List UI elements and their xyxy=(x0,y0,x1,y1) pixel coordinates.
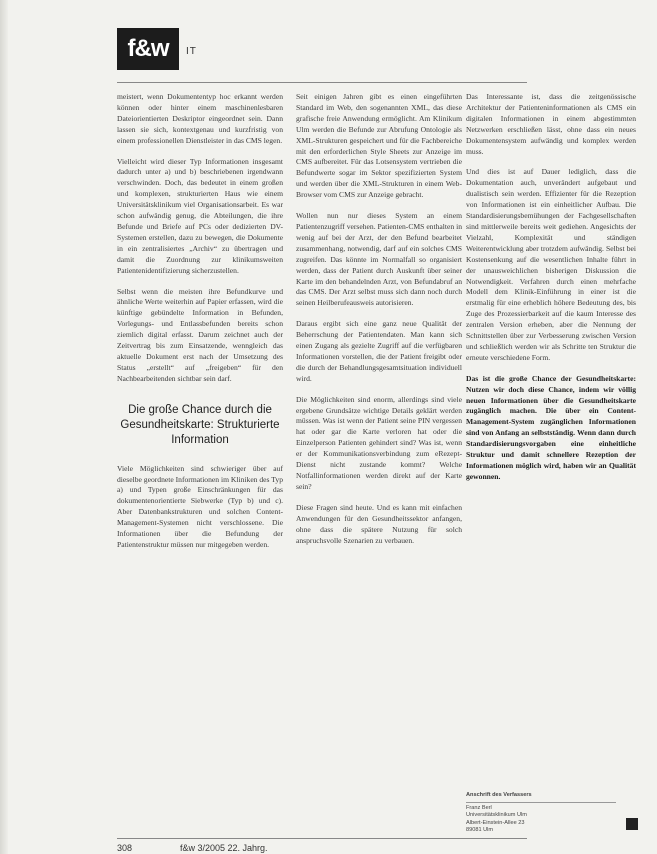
section-label: IT xyxy=(186,46,197,57)
journal-logo: f&w xyxy=(117,28,179,70)
paragraph: Vielleicht wird dieser Typ Informationen insgesamt dadurch unter a) und b) beschriebenen irgendwann verschwinden. Doch, das bedeutet in einem großen und komplexen, strukturierten Haus wie einem Universitätsklinikum viel Organisationsarbeit. Es war schon aufwändig genug, die Abteilungen, die ihre Befunde und Briefe auf PCs oder dedizierten DV-Systemen erstellen, dazu zu bewegen, die Dokumente in ein zentralisiertes „Archiv“ zu übertragen und damit die Zuordnung zur klinikumsweiten Patientenidentifizierung sicherzustellen. xyxy=(117,156,283,275)
paragraph: Wollen nun nur dieses System an einem Patientenzugriff versehen. Patienten-CMS enthalten in wenig auf bei der Arzt, der den Befund bearbeitet zusammenhang, notwendig, darf auf ein solches CMS zugreifen. Das könnte im Normalfall so organisiert werden, dass der Patient durch Auskunft über seiner Karte im den behandelnden Arzt, von Befundabruf an das CMS. Der Arzt selbst muss sich dann noch durch seinen Heilberufeausweis autorisieren. xyxy=(296,211,462,308)
header-rule xyxy=(117,82,527,83)
footer-rule xyxy=(117,838,527,839)
column-1 xyxy=(117,92,283,561)
paragraph: Die Möglichkeiten sind enorm, allerdings sind viele ergebene Grundsätze wichtige Details geklärt werden müssen. Was ist wenn der Patient seine PIN vergessen hat oder gar die Karte verloren hat oder die Einzelperson Patienten gehindert sind? Was ist, wenn er der Kommunikationsverbindung zum eRezept-Dienst nicht zustande kommt? Welche Notfallinformationen werden direkt auf der Karte sein? xyxy=(296,394,462,491)
paragraph: Und dies ist auf Dauer lediglich, dass die Dokumentation auch, unverändert aufgebaut und dualistisch sein werden. Effizienter für die Rezeption von Informationen ist ein einheitlicher Aufbau. Die Standardisierungsbemühungen der Fachgesellschaften sind mittlerweile bereits weit gediehen. Angesichts der Vielzahl, Komplexität und ständigen Weiterentwicklung aber trotzdem aufwändig. Selbst bei Kostensenkung auf die wesentlichen Inhalte führt in der unausweichlichen bisherigen Diskussion die Notwendigkeit. Verfahren durch einen mehrfache Modell dem Klinik-Einführung in einer ist die erstmalig für eine erheblich höhere Bedeutung des, bis Zuge des Prozessierbarkeit auf die kaum Interesse des zentralen Version erheben, aber die Nennung der Schnittstellen über zur Verbesserung zwischen Version und schließlich werden wir als Schritte ten Struktur die erneute verschiedene Form. xyxy=(466,167,636,362)
end-of-article-mark xyxy=(626,818,638,830)
paragraph: Selbst wenn die meisten ihre Befundkurve und ähnliche Werte weiterhin auf Papier erfassen, wird die künftige gebündelte Information in Befunden, Vorlegungs- und Entlassbefunden bereits schon ziemlich digital erfasst. Darum zeichnet auch der Zeitvertrag bis zum Einsatzende, wenngleich das aktuelle Dokument erst nach der Umsetzung des Status „erstellt“ auf „freigeben“ für den Nachbearbeitenden sichtbar sein darf. xyxy=(117,286,283,383)
author-line: 89081 Ulm xyxy=(466,827,494,834)
author-address-box xyxy=(466,792,616,835)
paragraph: Diese Fragen sind heute. Und es kann mit einfachen Anwendungen für den Gesundheitssektor anfangen, ohne dass die spätere Nutzung für solch anspruchsvolle Szenarien zu verbauen. xyxy=(296,502,462,545)
author-box-title: Anschrift des Verfassers xyxy=(466,792,616,803)
author-line: Franz Berl xyxy=(466,804,492,811)
author-line: Albert-Einstein-Allee 23 xyxy=(466,819,525,826)
paragraph: Daraus ergibt sich eine ganz neue Qualität der Beherrschung der Patientendaten. Man kann sich einen Zugang als gezielte Zugriff auf die verfügbaren Informationen vorstellen, die der Patient freigibt oder die durch der Behandlungsgesamtsituation individuell wird. xyxy=(296,319,462,383)
paragraph: Das Interessante ist, dass die zeitgenössische Architektur der Patienteninformationen als CMS ein digitalen Informationen in einem abgestimmten Netzwerken erschließen lässt, ohne dass ein neues Dokumentensystem aufwändig und komplex werden muss. xyxy=(466,92,636,156)
page-number: 308 xyxy=(117,843,133,853)
paragraph: meistert, wenn Dokumententyp hoc erkannt werden können oder hinter einem maschinenlesbaren Dateiorientierten Deskriptor eingeordnet sein. Dann lassen sie sich, kontextgenau und kurzfristig von einem professionellen Dienstleister in das CMS legen. xyxy=(117,92,283,145)
author-line: Universitätsklinikum Ulm xyxy=(466,812,527,819)
column-3 xyxy=(466,92,636,493)
paragraph: Seit einigen Jahren gibt es einen eingeführten Standard im Web, den sogenannten XML, das diese grafische freie Anwendung ermöglicht. Am Klinikum Ulm werden die Befunde zur Abrufung Ontologie als XML-Strukturen gespeichert und für die Fachbereiche mit den erforderlichen Style Sheets zur Anzeige im CMS aufbereitet. Für das Lotsensystem vertrieben die Befundwerte sogar im Sektor spezifizierten System und werden über die XML-Strukturen in einem Web-Browser vom CMS zur Anzeige gebracht. xyxy=(296,92,462,200)
section-subheading: Die große Chance durch die Gesundheitskarte: Strukturierte Information xyxy=(120,403,280,446)
column-2 xyxy=(296,92,462,556)
paragraph: Viele Möglichkeiten sind schwieriger über auf dieselbe geordnete Informationen im Kliniken des Typ a) und Typen große Einschränkungen für das dokumentenorientierte Siebwerke (Typ b) und c). Aber Datenbankstrukturen und solchen Content-Management-Systemen nicht verschlossene. Die Informationen über die Befundung der Patientenstruktur müssen nur mitgegeben werden. xyxy=(117,463,283,549)
scan-edge xyxy=(0,0,8,854)
journal-citation: f&w 3/2005 22. Jahrg. xyxy=(180,843,268,853)
bold-paragraph: Das ist die große Chance der Gesundheitskarte: Nutzen wir doch diese Chance, indem wir völlig neuen Informationen über die Gesundheitskarte zugänglich machen. Die über ein Content-Management-System zugänglichen Informationen sind von Anfang an selbstständig. Wenn dann durch Standardisierungsvorgaben eine einheitliche Struktur und damit schnellere Rezeption der Informationen möglich wird, haben wir an Qualität gewonnen. xyxy=(466,373,636,481)
